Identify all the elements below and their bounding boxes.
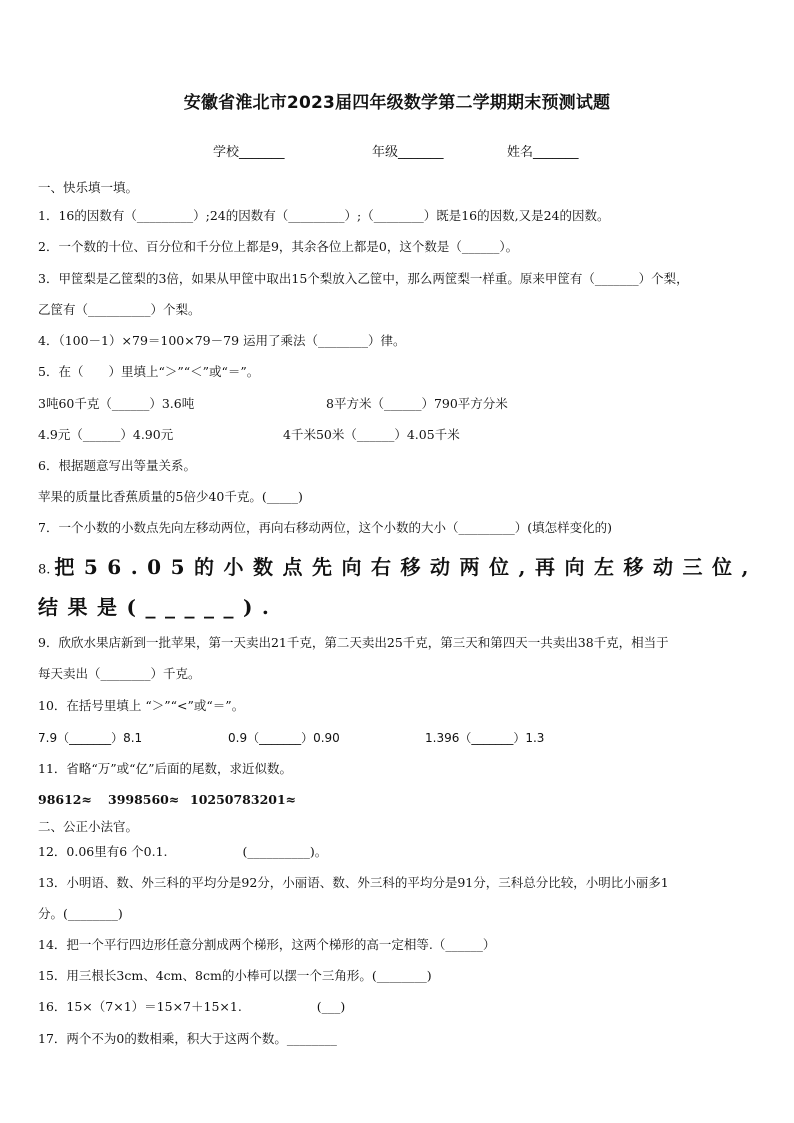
q5-item-b: 8平方米（______）790平方分米 — [326, 396, 508, 411]
question-13-line-2: 分。(________) — [38, 906, 123, 921]
q10-item-b: 0.9（_______）0.90 — [228, 731, 340, 745]
school-field: 学校_______ — [213, 145, 285, 160]
question-3-line-2: 乙筐有（__________）个梨。 — [38, 302, 201, 317]
q11-item-b: 3998560≈ — [108, 792, 180, 807]
q11-item-c: 10250783201≈ — [190, 792, 297, 807]
question-6-statement: 苹果的质量比香蕉质量的5倍少40千克。(_____) — [38, 489, 303, 504]
question-12: 12．0.06里有6 个0.1. (__________)。 — [38, 844, 328, 859]
question-10-items — [38, 729, 738, 747]
exam-title: 安徽省淮北市2023届四年级数学第二学期期末预测试题 — [183, 93, 611, 113]
question-7: 7．一个小数的小数点先向左移动两位，再向右移动两位，这个小数的大小（_________）(填怎样变化的) — [38, 520, 612, 535]
question-4: 4．（100－1）×79＝100×79－79 运用了乘法（________）律。 — [38, 333, 406, 348]
question-1: 1．16的因数有（_________）;24的因数有（_________）;（________）既是16的因数,又是24的因数。 — [38, 208, 610, 223]
question-13-line-1: 13．小明语、数、外三科的平均分是92分，小丽语、数、外三科的平均分是91分，三科总分比较，小明比小丽多1 — [38, 875, 669, 890]
q5-item-d: 4千米50米（______）4.05千米 — [283, 427, 460, 442]
q5-item-c: 4.9元（______）4.90元 — [38, 427, 174, 442]
question-11-items — [38, 791, 738, 809]
question-14: 14．把一个平行四边形任意分割成两个梯形，这两个梯形的高一定相等.（______） — [38, 937, 496, 952]
question-16: 16．15×（7×1）＝15×7＋15×1. (___) — [38, 999, 346, 1014]
q8-text: 把56.05的小数点先向右移动两位,再向左移动三位, — [54, 555, 758, 579]
question-9-line-1: 9．欣欣水果店新到一批苹果，第一天卖出21千克，第二天卖出25千克，第三天和第四天一共卖出38千克，相当于 — [38, 635, 669, 650]
q5-item-a: 3吨60千克（______）3.6吨 — [38, 396, 195, 411]
question-6: 6．根据题意写出等量关系。 — [38, 458, 196, 473]
name-field: 姓名_______ — [507, 145, 579, 160]
question-10: 10．在括号里填上 “＞”“<”或“＝”。 — [38, 698, 245, 713]
question-15: 15．用三根长3cm、4cm、8cm的小棒可以摆一个三角形。(________) — [38, 968, 432, 983]
section-2-heading: 二、公正小法官。 — [38, 819, 139, 834]
question-5-row-1 — [38, 395, 738, 413]
q11-item-a: 98612≈ — [38, 792, 92, 807]
grade-field: 年级_______ — [372, 145, 444, 160]
q10-item-a: 7.9（_______）8.1 — [38, 731, 143, 745]
question-5: 5．在（ ）里填上“＞”“＜”或“＝”。 — [38, 364, 260, 379]
question-3-line-1: 3．甲筐梨是乙筐梨的3倍，如果从甲筐中取出15个梨放入乙筐中，那么两筐梨一样重。原来甲筐有（_______）个梨， — [38, 271, 689, 286]
question-8-line-2: 结果是(_____). — [38, 595, 279, 619]
question-2: 2．一个数的十位、百分位和千分位上都是9，其余各位上都是0，这个数是（______）。 — [38, 239, 519, 254]
q10-item-c: 1.396（_______）1.3 — [425, 731, 545, 745]
question-11: 11．省略“万”或“亿”后面的尾数，求近似数。 — [38, 761, 292, 776]
question-5-row-2 — [38, 426, 738, 444]
question-8-line-1 — [38, 553, 758, 585]
section-1-heading: 一、快乐填一填。 — [38, 180, 139, 195]
question-17: 17．两个不为0的数相乘，积大于这两个数。________ — [38, 1031, 337, 1046]
question-9-line-2: 每天卖出（________）千克。 — [38, 666, 201, 681]
q8-number: 8. — [38, 562, 51, 578]
